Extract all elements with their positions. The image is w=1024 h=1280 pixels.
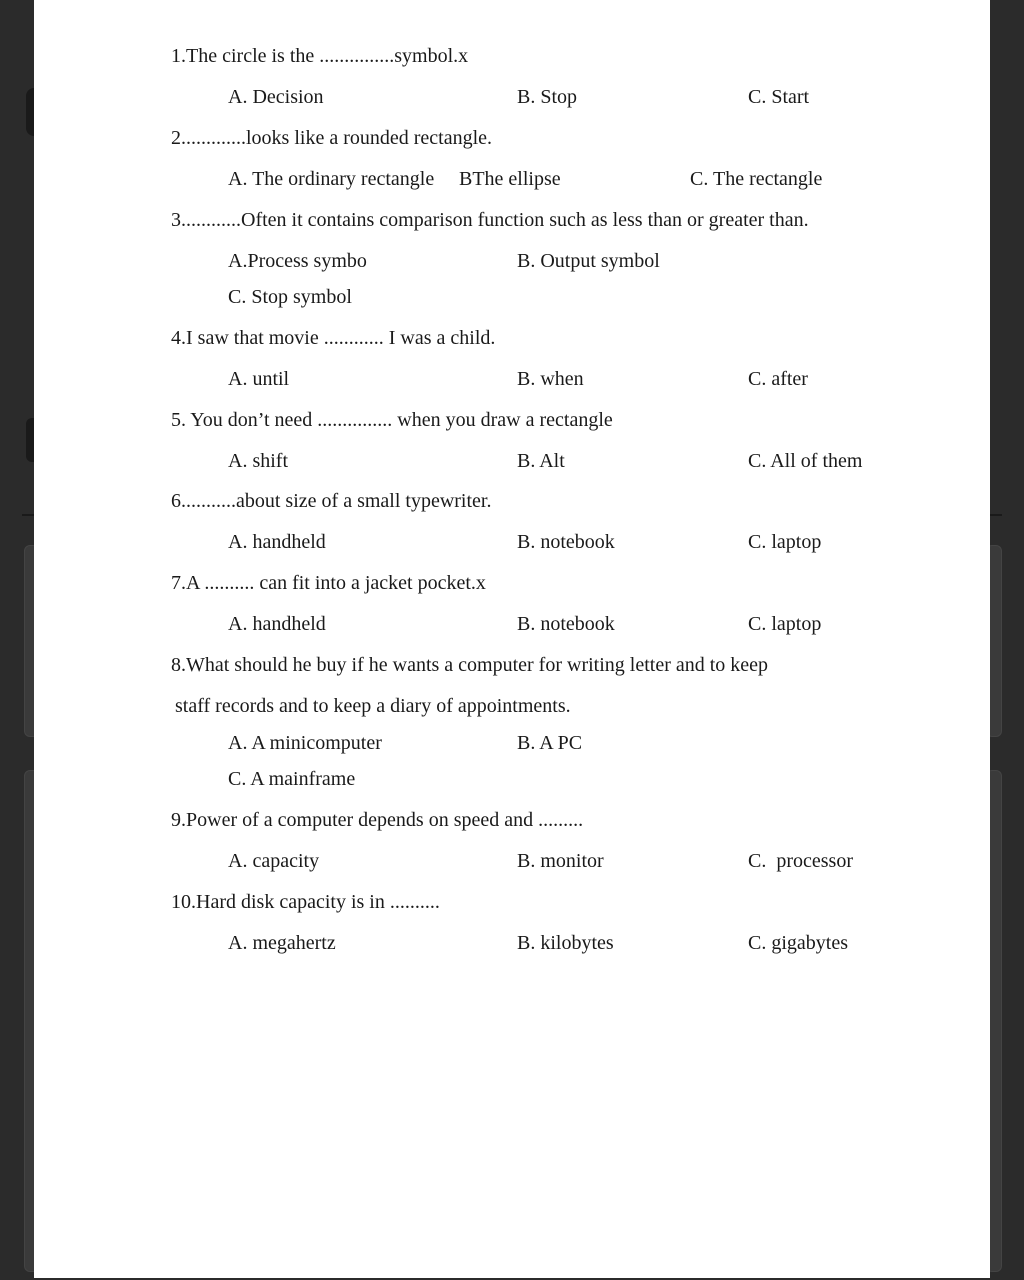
option-a: A.Process symbo [228, 250, 367, 272]
background-fragment [26, 418, 34, 462]
option-a: A. A minicomputer [228, 732, 382, 754]
option-b: B. kilobytes [517, 932, 614, 954]
option-b: B. when [517, 368, 584, 390]
question-7: 7.A .......... can fit into a jacket pocket.x [171, 572, 486, 594]
question-4: 4.I saw that movie ............ I was a child. [171, 327, 496, 349]
question-1: 1.The circle is the ...............symbol.x [171, 45, 469, 67]
question-5: 5. You don’t need ............... when you draw a rectangle [171, 409, 613, 431]
option-a: A. handheld [228, 531, 326, 553]
option-c: C. laptop [748, 613, 822, 635]
option-b: B. Stop [517, 86, 578, 108]
option-c: C. Stop symbol [228, 286, 352, 308]
question-8: 8.What should he buy if he wants a computer for writing letter and to keep [171, 654, 769, 676]
option-a: A. megahertz [228, 932, 336, 954]
option-b: B. notebook [517, 613, 615, 635]
background-fragment [26, 88, 34, 136]
option-a: A. capacity [228, 850, 320, 872]
option-c: C. Start [748, 86, 810, 108]
question-10: 10.Hard disk capacity is in .......... [171, 891, 440, 913]
option-c: C. gigabytes [748, 932, 848, 954]
question-3: 3............Often it contains comparison function such as less than or greater than. [171, 209, 809, 231]
background-divider [22, 514, 34, 516]
option-c: C. A mainframe [228, 768, 356, 790]
option-a: A. shift [228, 450, 288, 472]
question-9: 9.Power of a computer depends on speed and ......... [171, 809, 584, 831]
option-b: B. monitor [517, 850, 604, 872]
background-divider [990, 514, 1002, 516]
option-b: B. Alt [517, 450, 565, 472]
option-c: C. after [748, 368, 808, 390]
option-b: B. notebook [517, 531, 615, 553]
option-c: C. All of them [748, 450, 863, 472]
option-b: B. A PC [517, 732, 583, 754]
option-a: A. Decision [228, 86, 324, 108]
option-c: C. laptop [748, 531, 822, 553]
option-a: A. The ordinary rectangle [228, 168, 435, 190]
question-6: 6...........about size of a small typewriter. [171, 490, 492, 512]
question-2: 2.............looks like a rounded rectangle. [171, 127, 493, 149]
option-a: A. until [228, 368, 290, 390]
option-b: B. Output symbol [517, 250, 660, 272]
option-a: A. handheld [228, 613, 326, 635]
option-b: BThe ellipse [459, 168, 561, 190]
option-c: C. The rectangle [690, 168, 823, 190]
exam-page [34, 0, 990, 1278]
question-8-continuation: staff records and to keep a diary of appointments. [175, 695, 571, 717]
option-c: C. processor [748, 850, 853, 872]
